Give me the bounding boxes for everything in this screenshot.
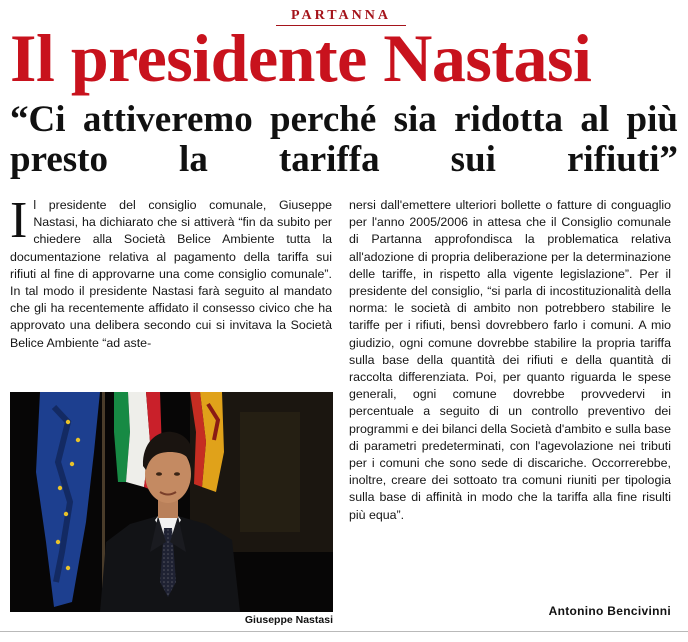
subheadline-quote: “Ci attiveremo perché sia ridotta al più presto la tariffa sui rifiuti” [10, 99, 678, 180]
portrait-photo [10, 392, 333, 612]
article-text-left: l presidente del consiglio comunale, Giuseppe Nastasi, ha dichiarato che si attiverà “fin da subito per chiedere alla Società Belice Ambiente tutta la documentazione relativa al pagamento della tariffa sui rifiuti al fine di approvarne una come consiglio comunale”. In tal modo il presidente Nastasi farà seguito al mandato che gli ha recentemente affidato il consesso civico che ha approvato una delibera secondo cui si invitava la Società Belice Ambiente “ad aste- [10, 198, 332, 350]
section-kicker: PARTANNA [276, 8, 406, 26]
article-column-left [10, 192, 332, 352]
article-column-right [349, 197, 671, 524]
article-text-right: nersi dall'emettere ulteriori bollette o fatture di conguaglio per l'anno 2005/2006 in attesa che il Consiglio comunale di Partanna approfondisca la problematica relativa all'adozione di propria deliberazione per la determinazione delle tariffe, in rispetto alla vigente legislazione”. Per il presidente del consiglio, “si parla di incostituzionalità della norma: le società di ambito non potrebbero stabilire le tariffe per i rifiuti, bensì dovrebbero farlo i comuni. A mio giudizio, ogni comune dovrebbe stabilire la propria tariffa sulla base della quantità dei rifiuti e della quantità di raccolta differenziata. Poi, per quanto riguarda le spese generali, ogni comune dovrebbe provvedervi in percentuale a seguito di un controllo preventivo dei programmi e dei bilanci della Società d'ambito e sulla base di parametri predeterminati, con l'agevolazione nei tributi per i comuni che sono sede di discariche. Occorrerebbe, inoltre, creare dei sottoato tra comuni riuniti per tipologia sulla base di affinità in modo che la tariffa alla fine risulti più equa”. [349, 198, 671, 522]
photo-illustration [10, 392, 333, 612]
author-byline: Antonino Bencivinni [548, 604, 671, 618]
drop-cap: I [10, 192, 28, 249]
headline: Il presidente Nastasi [10, 20, 592, 96]
bottom-divider [0, 631, 688, 632]
photo-caption: Giuseppe Nastasi [244, 614, 333, 626]
